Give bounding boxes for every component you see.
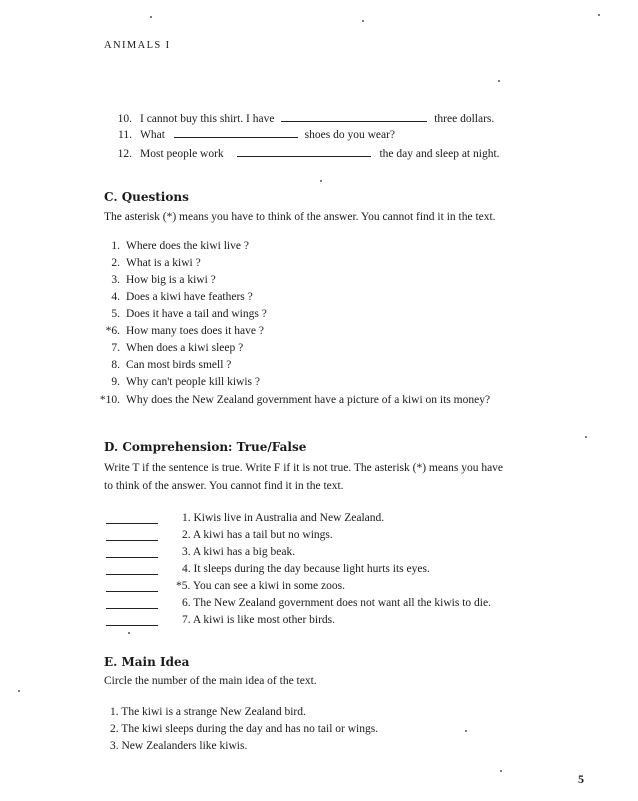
item-number: 12. [117,148,132,160]
main-idea-option-1[interactable] [110,706,306,718]
scan-speck [585,436,587,438]
true-false-blank[interactable] [106,574,158,575]
tf-item-7 [182,614,335,626]
question-number: 3. [111,274,120,286]
sentence-start: What [140,129,165,141]
item-number: 6. [182,597,191,609]
section-d-instruction-line-2: to think of the answer. You cannot find it in the text. [104,480,344,492]
fill-in-item-12 [110,145,500,160]
question-text: Why can't people kill kiwis ? [126,376,260,388]
option-number: 3. [110,740,119,752]
option-text: The kiwi sleeps during the day and has no tail or wings. [121,723,379,735]
sentence-end: three dollars. [434,113,495,125]
question-number: 8. [111,359,120,371]
question-text: Why does the New Zealand government have a picture of a kiwi on its money? [126,394,491,406]
question-8 [92,359,231,371]
question-3 [92,274,216,286]
question-number: *10. [99,394,120,406]
sentence-end: shoes do you wear? [304,129,396,141]
tf-item-6 [182,597,491,609]
question-number: 1. [111,240,120,252]
question-1 [92,240,249,252]
section-e-instruction: Circle the number of the main idea of the text. [104,675,317,687]
page-header: ANIMALS I [104,40,171,51]
scan-speck [498,80,500,82]
option-text: New Zealanders like kiwis. [121,740,248,752]
section-c-instruction: The asterisk (*) means you have to think of the answer. You cannot find it in the text. [104,211,496,223]
main-idea-option-2[interactable] [110,723,378,735]
tf-item-2 [182,529,333,541]
item-number: 11. [118,129,132,141]
true-false-blank[interactable] [106,625,158,626]
option-text: The kiwi is a strange New Zealand bird. [121,706,306,718]
question-7 [92,342,243,354]
scan-speck [598,14,600,16]
section-d-instruction-line-1: Write T if the sentence is true. Write F if it is not true. The asterisk (*) means you have [104,462,504,474]
item-text: A kiwi has a tail but no wings. [192,529,333,541]
scan-speck [465,730,467,732]
question-text: Can most birds smell ? [126,359,232,371]
tf-item-1 [182,512,384,524]
option-number: 2. [110,723,119,735]
true-false-blank[interactable] [106,591,158,592]
section-d-title: D. Comprehension: True/False [104,440,307,454]
tf-item-3 [182,546,295,558]
item-number: 2. [182,529,191,541]
question-2 [92,257,201,269]
item-text: A kiwi is like most other birds. [192,614,336,626]
fill-in-item-11 [110,126,395,141]
true-false-blank[interactable] [106,608,158,609]
item-number: 3. [182,546,191,558]
sentence-start: I cannot buy this shirt. I have [140,113,275,125]
section-c-title: C. Questions [104,190,189,204]
question-text: Does a kiwi have feathers ? [126,291,253,303]
page-number: 5 [578,772,584,786]
question-number: 9. [111,376,120,388]
sentence-start: Most people work [140,148,224,160]
question-10 [92,394,490,406]
section-e-title: E. Main Idea [104,655,190,669]
question-text: Does it have a tail and wings ? [126,308,267,320]
item-text: You can see a kiwi in some zoos. [192,580,345,592]
scan-speck [500,770,502,772]
question-text: When does a kiwi sleep ? [126,342,244,354]
item-number: 7. [182,614,191,626]
answer-blank[interactable] [281,110,427,122]
question-number: 7. [111,342,120,354]
scan-speck [18,690,20,692]
question-number: 4. [111,291,120,303]
item-number: 10. [117,113,132,125]
question-text: How big is a kiwi ? [126,274,216,286]
question-6 [92,325,264,337]
item-number: 1. [182,512,191,524]
option-number: 1. [110,706,119,718]
question-5 [92,308,267,320]
item-number: 4. [182,563,191,575]
item-number: *5. [176,580,191,592]
scan-speck [320,180,322,182]
sentence-end: the day and sleep at night. [379,148,500,160]
main-idea-option-3[interactable] [110,740,247,752]
answer-blank[interactable] [237,145,371,157]
scan-speck [362,20,364,22]
fill-in-item-10 [110,110,494,125]
answer-blank[interactable] [174,126,298,138]
question-number: *6. [105,325,120,337]
item-text: Kiwis live in Australia and New Zealand. [193,512,385,524]
question-4 [92,291,253,303]
question-9 [92,376,260,388]
question-number: 2. [111,257,120,269]
true-false-blank[interactable] [106,557,158,558]
scan-speck [128,632,130,634]
item-text: A kiwi has a big beak. [192,546,296,558]
tf-item-4 [182,563,430,575]
question-text: How many toes does it have ? [126,325,264,337]
tf-item-5 [176,580,345,592]
true-false-blank[interactable] [106,540,158,541]
question-text: What is a kiwi ? [126,257,201,269]
question-number: 5. [111,308,120,320]
question-text: Where does the kiwi live ? [126,240,249,252]
true-false-blank[interactable] [106,523,158,524]
item-text: The New Zealand government does not want all the kiwis to die. [193,597,491,609]
scan-speck [150,16,152,18]
item-text: It sleeps during the day because light hurts its eyes. [193,563,430,575]
